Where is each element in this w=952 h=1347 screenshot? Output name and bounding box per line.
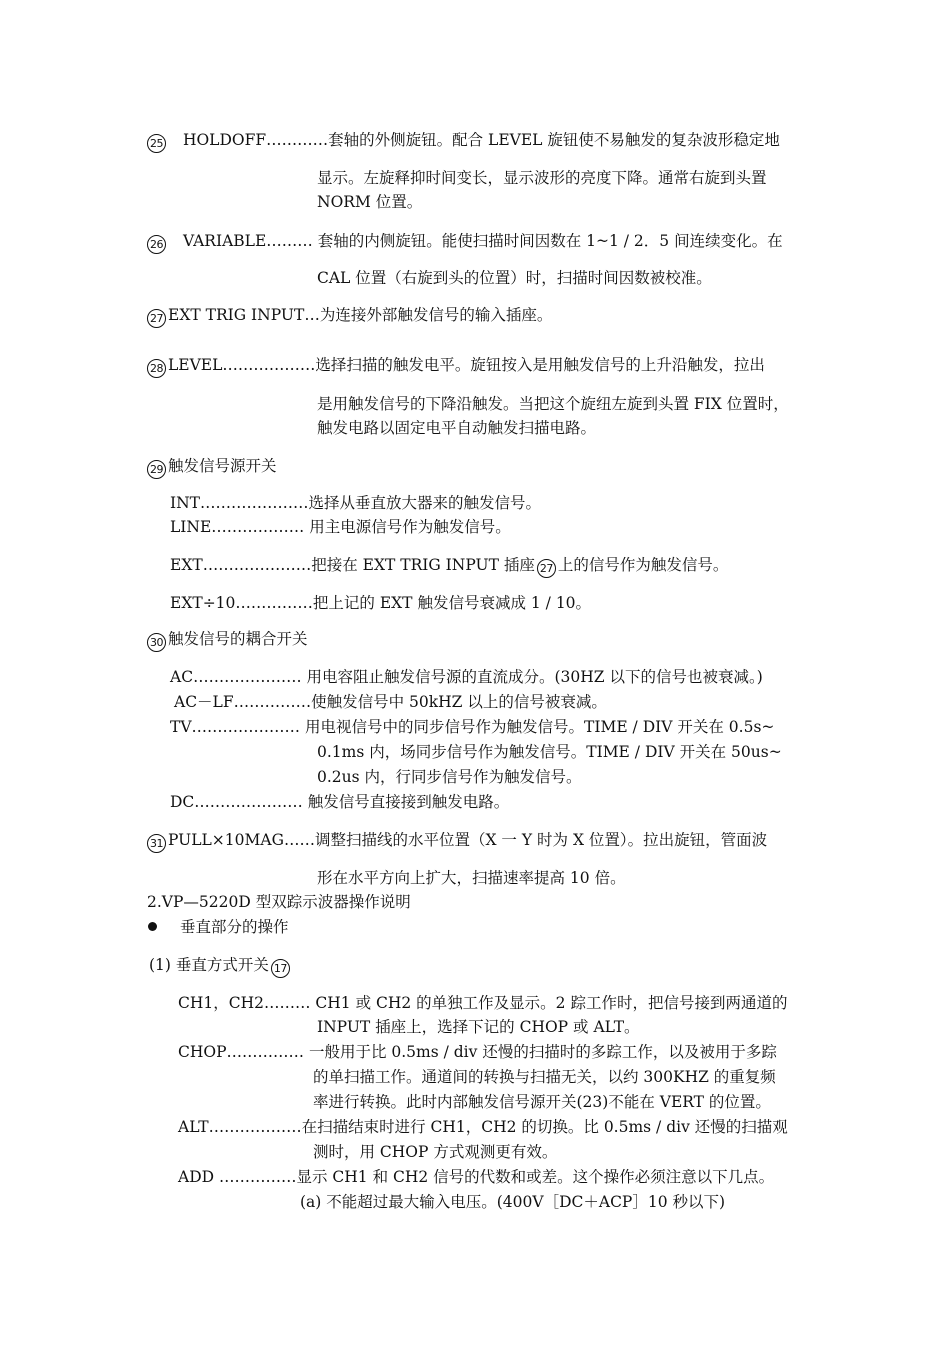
coupling-title: 触发信号的耦合开关 <box>168 630 308 648</box>
holdoff-label: HOLDOFF <box>182 131 267 149</box>
item-coupling-heading <box>147 629 308 652</box>
aclf-label: AC－LF <box>174 693 234 711</box>
leader-dots: ………………… <box>200 494 309 512</box>
leader-dots: …………… <box>219 1168 297 1186</box>
circled-number-29: 29 <box>147 460 166 479</box>
bullet-icon <box>148 922 157 931</box>
trigger-source-title: 触发信号源开关 <box>168 457 277 475</box>
ac-row <box>170 667 763 687</box>
item-trigger-source-heading <box>147 456 277 479</box>
int-text: 选择从垂直放大器来的触发信号。 <box>308 494 542 512</box>
ext10-text: 把上记的 EXT 触发信号衰减成 1 / 10。 <box>312 594 592 612</box>
int-row <box>170 493 541 513</box>
ext-label: EXT <box>170 556 203 574</box>
ext-trig-input-text: 为连接外部触发信号的输入插座。 <box>319 306 553 324</box>
item-holdoff-line1 <box>147 130 780 153</box>
pull-mag-text-line2: 形在水平方向上扩大，扫描速率提高 10 倍。 <box>317 869 626 887</box>
circled-number-ref-27: 27 <box>537 559 556 578</box>
holdoff-text-line3: NORM 位置。 <box>317 193 423 211</box>
ch-label: CH1，CH2 <box>178 994 264 1012</box>
item-ext-trig-input <box>147 305 552 328</box>
chop-text: 一般用于比 0.5ms / div 还慢的扫描时的多踪工作，以及被用于多踪 <box>308 1043 777 1061</box>
line-row <box>170 517 511 537</box>
leader-dots: …………… <box>226 1043 305 1061</box>
variable-text: 套轴的内侧旋钮。能使扫描时间因数在 1~1 / 2．5 间连续变化。在 <box>317 232 783 250</box>
tv-label: TV <box>170 718 192 736</box>
holdoff-text: 套轴的外侧旋钮。配合 LEVEL 旋钮使不易触发的复杂波形稳定地 <box>328 131 780 149</box>
ch-text: CH1 或 CH2 的单独工作及显示。2 踪工作时，把信号接到两通道的 <box>315 994 788 1012</box>
chop-text-line3: 率进行转换。此时内部触发信号源开关(23)不能在 VERT 的位置。 <box>313 1093 771 1111</box>
alt-label: ALT <box>178 1118 209 1136</box>
leader-dots: ………… <box>266 131 329 149</box>
int-label: INT <box>170 494 201 512</box>
leader-dots: ………………… <box>191 718 301 736</box>
chop-row <box>178 1042 777 1062</box>
tv-text-line2: 0.1ms 内，场同步信号作为触发信号。TIME / DIV 开关在 50us~ <box>317 743 782 761</box>
dc-text: 触发信号直接接到触发电路。 <box>307 793 510 811</box>
line-text: 用主电源信号作为触发信号。 <box>309 518 511 536</box>
dc-label: DC <box>170 793 195 811</box>
holdoff-text-line2: 显示。左旋释抑时间变长，显示波形的亮度下降。通常右旋到头置 <box>317 169 767 187</box>
leader-dots: ………………… <box>202 556 312 574</box>
ext10-row <box>170 593 591 613</box>
item-pull-mag-line1 <box>147 830 767 853</box>
circled-number-27: 27 <box>147 309 166 328</box>
ch-row <box>178 993 787 1013</box>
ch-text-line2: INPUT 插座上，选择下记的 CHOP 或 ALT。 <box>317 1018 640 1036</box>
pull-mag-text: 调整扫描线的水平位置（X 一 Y 时为 X 位置）。拉出旋钮，管面波 <box>314 831 768 849</box>
ext-text-b: 上的信号作为触发信号。 <box>557 556 729 574</box>
variable-text-line2: CAL 位置（右旋到头的位置）时，扫描时间因数被校准。 <box>317 269 712 287</box>
pull-mag-label: PULL×10MAG <box>168 831 284 849</box>
level-text-line2: 是用触发信号的下降沿触发。当把这个旋纽左旋到头置 FIX 位置时， <box>317 395 789 413</box>
ext10-label: EXT÷10 <box>170 594 236 612</box>
vertical-mode-title: (1) 垂直方式开关 <box>149 956 269 974</box>
circled-number-31: 31 <box>147 834 166 853</box>
chop-text-line2: 的单扫描工作。通道间的转换与扫描无关，以约 300KHZ 的重复频 <box>313 1068 776 1086</box>
level-text: 选择扫描的触发电平。旋钮按入是用触发信号的上升沿触发，拉出 <box>315 356 765 374</box>
ext-row <box>170 555 728 578</box>
item-level-line1 <box>147 355 765 378</box>
ac-text: 用电容阻止触发信号源的直流成分。(30HZ 以下的信号也被衰减。) <box>306 668 763 686</box>
ext-text-a: 把接在 EXT TRIG INPUT 插座 <box>311 556 535 574</box>
section-heading: 2.VP—5220D 型双踪示波器操作说明 <box>147 893 411 911</box>
vertical-operation-heading: 垂直部分的操作 <box>180 918 289 936</box>
leader-dots: ……… <box>263 994 311 1012</box>
circled-number-17: 17 <box>271 959 290 978</box>
circled-number-30: 30 <box>147 633 166 652</box>
tv-row <box>170 717 774 737</box>
tv-text: 用电视信号中的同步信号作为触发信号。TIME / DIV 开关在 0.5s~ <box>304 718 775 736</box>
leader-dots: ……… <box>266 232 313 250</box>
leader-dots: ………………… <box>194 793 303 811</box>
leader-dots: …… <box>283 831 315 849</box>
vertical-mode-switch-heading <box>149 955 292 978</box>
add-text: 显示 CH1 和 CH2 信号的代数和或差。这个操作必须注意以下几点。 <box>296 1168 775 1186</box>
leader-dots: ………………… <box>193 668 302 686</box>
aclf-text: 使触发信号中 50kHZ 以上的信号被衰减。 <box>311 693 607 711</box>
add-note-a: (a) 不能超过最大输入电压。(400V［DC＋ACP］10 秒以下) <box>300 1193 726 1211</box>
add-label: ADD <box>178 1168 215 1186</box>
tv-text-line3: 0.2us 内，行同步信号作为触发信号。 <box>317 768 582 786</box>
level-label: LEVEL <box>168 356 223 374</box>
leader-dots: ……………… <box>211 518 305 536</box>
line-label: LINE <box>170 518 212 536</box>
ext-trig-input-label: EXT TRIG INPUT <box>168 306 305 324</box>
alt-text: 在扫描结束时进行 CH1，CH2 的切换。比 0.5ms / div 还慢的扫描观 <box>301 1118 788 1136</box>
ac-label: AC <box>170 668 194 686</box>
alt-row <box>178 1117 788 1137</box>
circled-number-25: 25 <box>147 134 166 153</box>
item-variable-line1 <box>147 231 783 254</box>
level-text-line3: 触发电路以固定电平自动触发扫描电路。 <box>317 419 597 437</box>
aclf-row <box>174 692 607 712</box>
dc-row <box>170 792 509 812</box>
circled-number-28: 28 <box>147 359 166 378</box>
variable-label: VARIABLE <box>182 232 267 250</box>
leader-dots: ……………… <box>222 356 316 374</box>
leader-dots: ……………… <box>208 1118 302 1136</box>
leader-dots: … <box>304 306 320 324</box>
alt-text-line2: 测时，用 CHOP 方式观测更有效。 <box>313 1143 558 1161</box>
add-row <box>178 1167 774 1187</box>
leader-dots: …………… <box>235 594 313 612</box>
chop-label: CHOP <box>178 1043 227 1061</box>
circled-number-26: 26 <box>147 235 166 254</box>
leader-dots: …………… <box>233 693 312 711</box>
